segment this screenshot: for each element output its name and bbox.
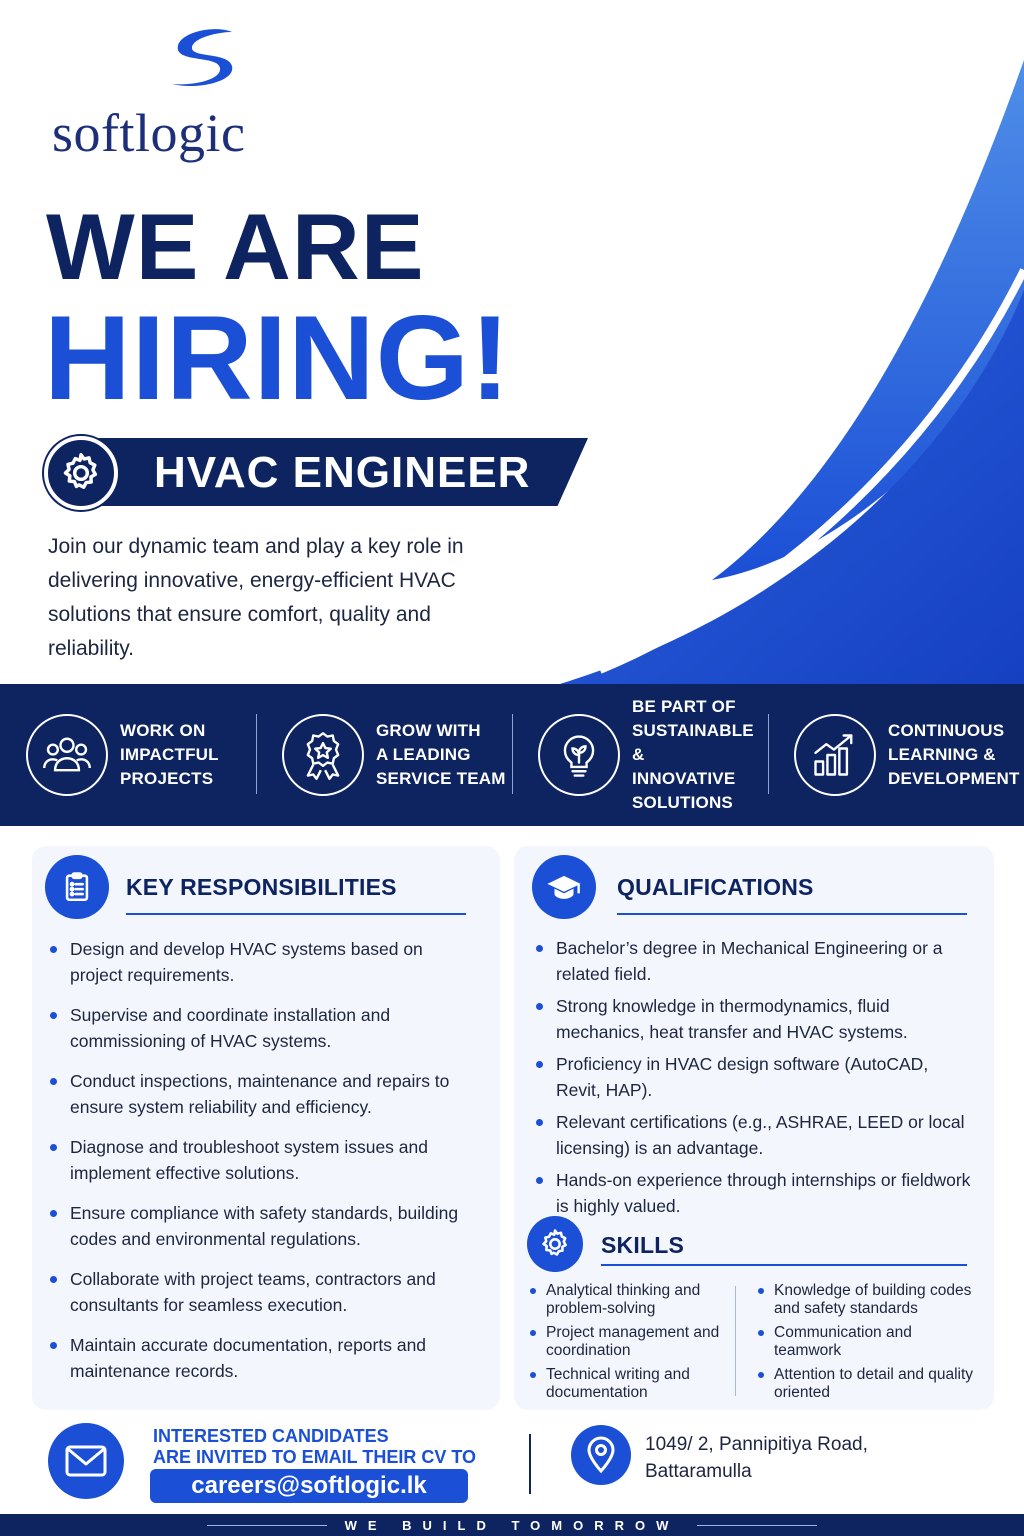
benefit-item: [0, 684, 256, 826]
growth-chart-icon: [794, 714, 876, 796]
section-divider: [126, 913, 466, 915]
list-item: Attention to detail and quality oriented: [756, 1366, 982, 1402]
benefit-label: GROW WITH A LEADING SERVICE TEAM: [376, 721, 506, 788]
gear-icon: [527, 1216, 583, 1272]
responsibilities-list: [48, 936, 468, 1398]
list-item: Conduct inspections, maintenance and repairs to ensure system reliability and efficiency.: [48, 1068, 468, 1120]
list-item: Analytical thinking and problem-solving: [528, 1282, 724, 1318]
qualifications-title: QUALIFICATIONS: [617, 874, 814, 900]
list-item: Project management and coordination: [528, 1324, 724, 1360]
intro-text: Join our dynamic team and play a key role in delivering innovative, energy-efficient HVAC solutions that ensure comfort, quality and reliability.: [48, 535, 464, 660]
role-title: HVAC ENGINEER: [154, 448, 531, 497]
benefit-item: [768, 684, 1024, 826]
clipboard-icon: [45, 855, 109, 919]
award-icon: [282, 714, 364, 796]
address-line-2: Battaramulla: [645, 1461, 752, 1482]
skills-list-right: [756, 1282, 982, 1408]
benefit-label: CONTINUOUS LEARNING & DEVELOPMENT: [888, 721, 1020, 788]
section-divider: [601, 1264, 967, 1266]
list-item: Hands-on experience through internships or fieldwork is highly valued.: [534, 1167, 974, 1219]
location-pin-icon: [571, 1425, 631, 1485]
tagline-rule-right: [697, 1525, 817, 1526]
cta-text: [153, 1426, 493, 1468]
list-item: Bachelor’s degree in Mechanical Engineering or a related field.: [534, 935, 974, 987]
cta-line-1: INTERESTED CANDIDATES: [153, 1426, 389, 1446]
footer-divider: [529, 1434, 531, 1494]
benefit-label: WORK ON IMPACTFUL PROJECTS: [120, 721, 219, 788]
cta-line-2: ARE INVITED TO EMAIL THEIR CV TO: [153, 1447, 477, 1467]
tagline: WE BUILD TOMORROW: [344, 1517, 680, 1533]
list-item: Diagnose and troubleshoot system issues and implement effective solutions.: [48, 1134, 468, 1186]
headline-line-2: HIRING!: [44, 291, 511, 425]
address: [645, 1431, 868, 1485]
role-banner: [44, 436, 588, 508]
list-item: Communication and teamwork: [756, 1324, 982, 1360]
graduation-cap-icon: [532, 855, 596, 919]
headline-line-1: WE ARE: [46, 194, 425, 299]
list-item: Knowledge of building codes and safety standards: [756, 1282, 982, 1318]
benefits-band: [0, 684, 1024, 826]
skills-divider: [735, 1286, 736, 1396]
skills-list-left: [528, 1282, 724, 1408]
skills-title: SKILLS: [601, 1232, 684, 1258]
email-link[interactable]: careers@softlogic.lk: [150, 1469, 468, 1503]
list-item: Ensure compliance with safety standards, building codes and environmental regulations.: [48, 1200, 468, 1252]
list-item: Maintain accurate documentation, reports and maintenance records.: [48, 1332, 468, 1384]
list-item: Design and develop HVAC systems based on project requirements.: [48, 936, 468, 988]
lightbulb-icon: [538, 714, 620, 796]
list-item: Strong knowledge in thermodynamics, fluid mechanics, heat transfer and HVAC systems.: [534, 993, 974, 1045]
logo-swirl-icon: [162, 26, 242, 92]
brand-name: softlogic: [52, 103, 246, 163]
benefit-item: [256, 684, 512, 826]
list-item: Proficiency in HVAC design software (AutoCAD, Revit, HAP).: [534, 1051, 974, 1103]
section-divider: [617, 913, 967, 915]
list-item: Technical writing and documentation: [528, 1366, 724, 1402]
team-icon: [26, 714, 108, 796]
gear-icon: [44, 436, 118, 510]
tagline-bar: [0, 1514, 1024, 1536]
mail-icon: [48, 1423, 124, 1499]
tagline-rule-left: [207, 1525, 327, 1526]
responsibilities-title: KEY RESPONSIBILITIES: [126, 874, 397, 900]
address-line-1: 1049/ 2, Pannipitiya Road,: [645, 1434, 868, 1455]
benefit-label: BE PART OF SUSTAINABLE & INNOVATIVE SOLUTIONS: [632, 697, 754, 812]
benefit-item: [512, 684, 768, 826]
list-item: Supervise and coordinate installation and commissioning of HVAC systems.: [48, 1002, 468, 1054]
qualifications-list: [534, 935, 974, 1225]
list-item: Relevant certifications (e.g., ASHRAE, LEED or local licensing) is an advantage.: [534, 1109, 974, 1161]
softlogic-logo: [52, 22, 312, 162]
list-item: Collaborate with project teams, contractors and consultants for seamless execution.: [48, 1266, 468, 1318]
